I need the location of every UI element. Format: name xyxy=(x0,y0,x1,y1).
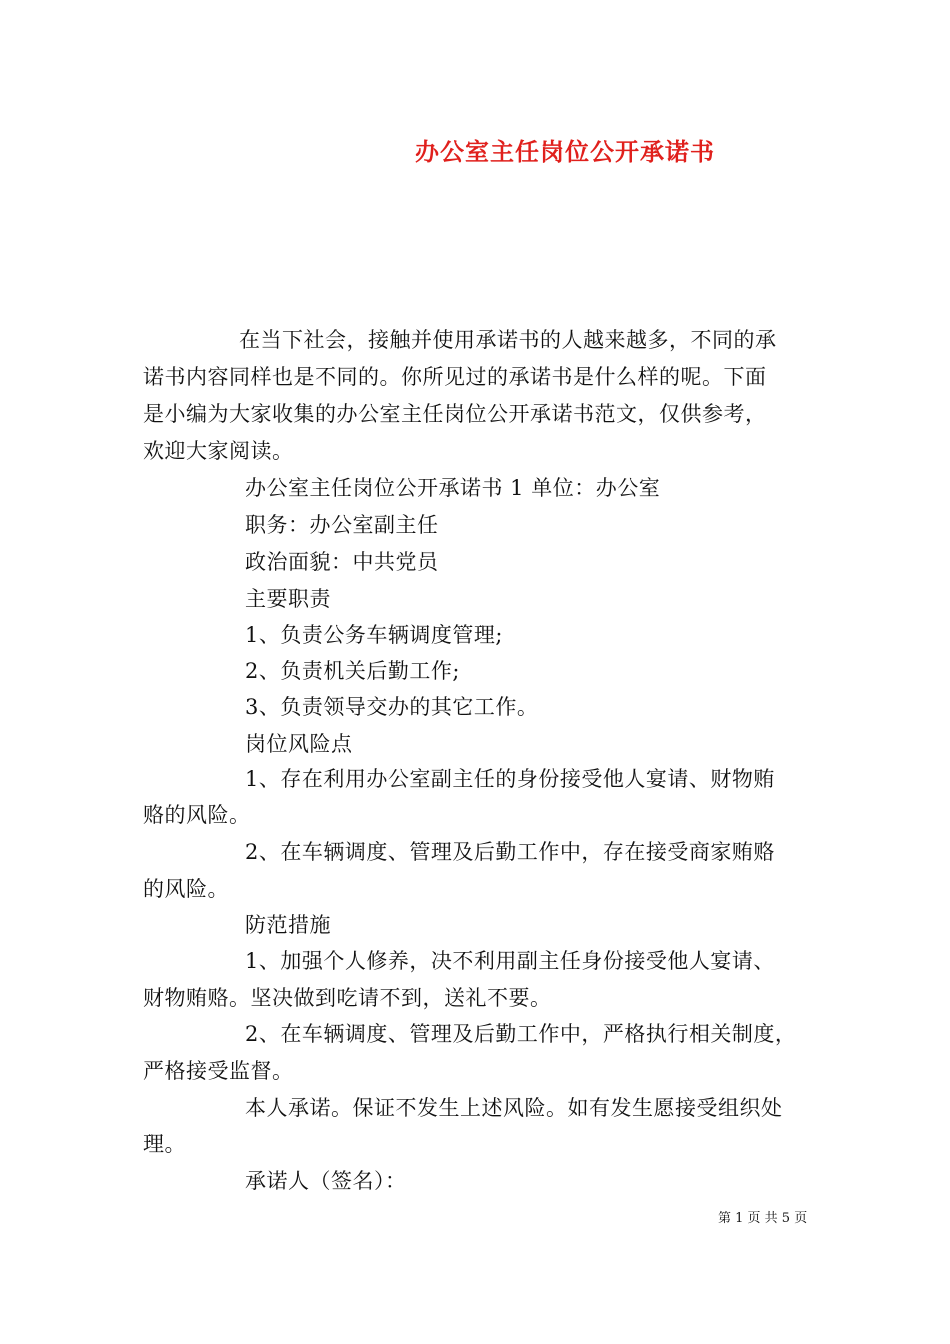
section-heading: 岗位风险点 xyxy=(245,732,353,756)
list-item: 1、加强个人修养，决不利用副主任身份接受他人宴请、 xyxy=(245,949,775,973)
list-item: 3、负责领导交办的其它工作。 xyxy=(245,695,539,719)
list-item: 2、在车辆调度、管理及后勤工作中，存在接受商家贿赂 xyxy=(245,840,775,864)
list-item: 2、在车辆调度、管理及后勤工作中，严格执行相关制度， xyxy=(245,1022,797,1046)
list-item: 2、负责机关后勤工作; xyxy=(245,659,460,683)
paragraph-line: 是小编为大家收集的办公室主任岗位公开承诺书范文，仅供参考， xyxy=(143,402,767,426)
section-heading: 主要职责 xyxy=(245,587,331,611)
paragraph-line: 职务：办公室副主任 xyxy=(245,513,439,537)
paragraph-line: 的风险。 xyxy=(143,877,229,901)
section-heading: 防范措施 xyxy=(245,913,331,937)
paragraph-line: 在当下社会，接触并使用承诺书的人越来越多，不同的承 xyxy=(239,328,777,352)
signature-line: 承诺人（签名）： xyxy=(245,1169,407,1193)
page-number: 第 1 页 共 5 页 xyxy=(718,1211,808,1226)
paragraph-line: 诺书内容同样也是不同的。你所见过的承诺书是什么样的呢。下面 xyxy=(143,365,767,389)
list-item: 1、负责公务车辆调度管理; xyxy=(245,623,503,647)
paragraph-line: 严格接受监督。 xyxy=(143,1059,294,1083)
paragraph-line: 理。 xyxy=(143,1132,186,1156)
paragraph-line: 赂的风险。 xyxy=(143,803,251,827)
paragraph-line: 办公室主任岗位公开承诺书 1 单位：办公室 xyxy=(245,476,661,500)
paragraph-line: 政治面貌：中共党员 xyxy=(245,550,439,574)
document-title: 办公室主任岗位公开承诺书 xyxy=(415,137,715,166)
paragraph-line: 财物贿赂。坚决做到吃请不到，送礼不要。 xyxy=(143,986,552,1010)
paragraph-line: 欢迎大家阅读。 xyxy=(143,439,294,463)
list-item: 1、存在利用办公室副主任的身份接受他人宴请、财物贿 xyxy=(245,767,775,791)
paragraph-line: 本人承诺。保证不发生上述风险。如有发生愿接受组织处 xyxy=(245,1096,783,1120)
